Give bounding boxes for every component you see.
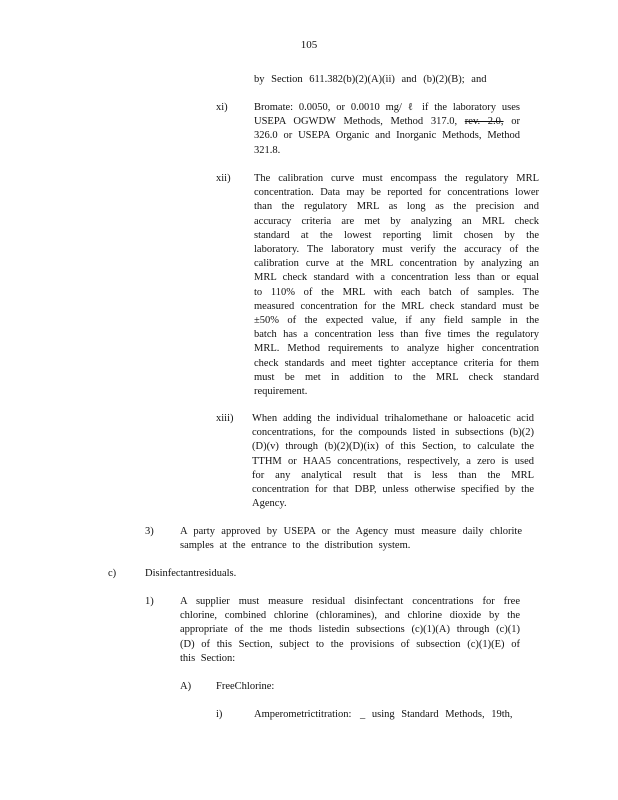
item-xii-label: xii) (216, 173, 231, 184)
item-xi-line-2 (254, 115, 520, 129)
item-A-label: A) (180, 681, 192, 692)
item-xi-line-2-b: or (503, 116, 520, 128)
item-3-label: 3) (145, 526, 154, 537)
item-xi-label: xi) (216, 102, 228, 113)
continuation-line (254, 73, 496, 87)
item-1-label: 1) (145, 596, 154, 607)
struck-text: rev. 2.0, (464, 116, 504, 128)
item-i-text-a: Amperometrictitration: (254, 709, 352, 720)
section-c-heading: Disinfectantresiduals. (145, 568, 237, 579)
item-xii-text: The calibration curve must encompass the regulatory MRL concentration. Data may be reported for concentrations lower than the regulatory MRL as long as the precision and accuracy criteria are met by analyzing an MRL check standard at the lowest reporting limit chosen by the laboratory. The laboratory must verify the accuracy of the calibration curve at the MRL concentration by analyzing an MRL check standard with a concentration less than or equal to 110% of the MRL with each batch of samples. The measured concentration for the MRL check standard must be ±50% of the expected value, if any field sample in the batch has a concentration less than five times the regulatory MRL. Method requirements to analyze higher concentration check standards and meet tighter acceptance criteria for them must be met in addition to the MRL check standard requirement. (254, 173, 539, 398)
continuation-text: by Section 611.382(b)(2)(A)(ii) and (b)(2)(B); and (254, 74, 487, 85)
item-xiii-text: When adding the individual trihalomethane or haloacetic acid concentrations, for the compounds listed in subsections (b)(2)(D)(v) through (b)(2)(D)(ix) of this Section, to calculate the TTHM or HAA5 concentrations, respectively, a zero is used for any analytical result that is less than the MRL concentration for that DBP, unless otherwise specified by the Agency. (252, 413, 534, 510)
item-xi-line-1: Bromate: 0.0050, or 0.0010 mg/ ℓ if the laboratory uses (254, 102, 520, 113)
item-A-heading: FreeChlorine: (216, 681, 275, 692)
item-xi-line-2-a: USEPA OGWDW Methods, Method 317.0, (254, 116, 465, 128)
section-c-label: c) (108, 568, 117, 579)
item-3-text: A party approved by USEPA or the Agency must measure daily chlorite samples at the entrance to the distribution system. (180, 526, 522, 552)
page-number: 105 (300, 39, 318, 51)
item-i-label: i) (216, 709, 223, 720)
item-1-text: A supplier must measure residual disinfectant concentrations for free chlorine, combined chlorine (chloramines), and chlorine dioxide by the appropriate of the me thods listedin subsections (c)(1)(A) through (c)(1)(D) of this Section, subject to the provisions of subsection (c)(1)(E) of this Section: (180, 596, 520, 664)
item-xiii-label: xiii) (216, 413, 234, 424)
item-xi-line-4: 321.8. (254, 144, 281, 156)
item-xi-line-3: 326.0 or USEPA Organic and Inorganic Methods, Method (254, 130, 520, 142)
item-xi-text (254, 101, 520, 158)
item-i-text-b: _ using Standard Methods, 19th, (360, 709, 513, 720)
